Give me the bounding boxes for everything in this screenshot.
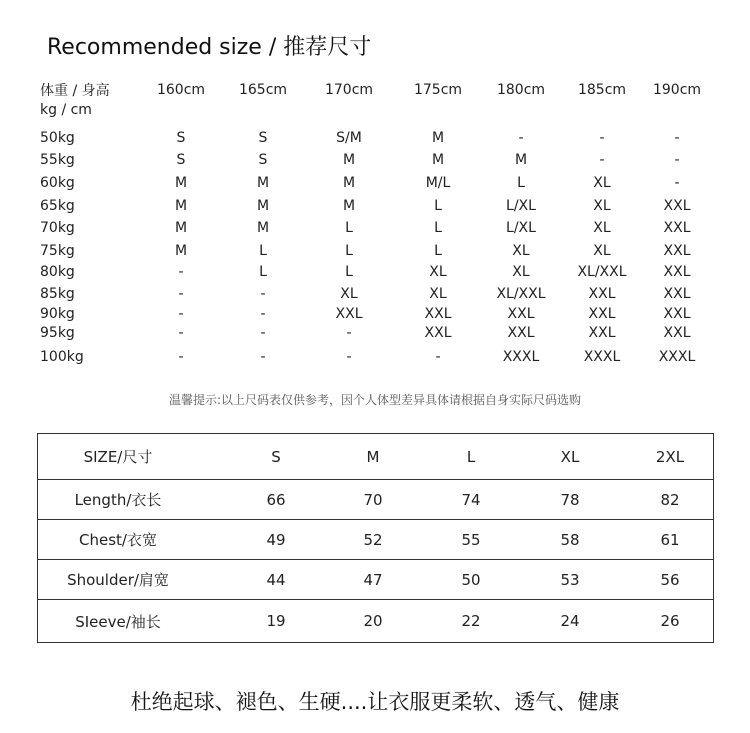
table-header-cell: M — [366, 447, 380, 466]
page-title: Recommended size / 推荐尺寸 — [47, 35, 372, 60]
height-header: 190cm — [652, 82, 702, 98]
size-cell: S — [258, 152, 268, 168]
size-cell: XXL — [663, 264, 691, 280]
measurement-label: Length/衣长 — [74, 491, 162, 509]
measurement-table — [37, 433, 714, 643]
size-cell: XXL — [588, 286, 616, 302]
size-cell: XXL — [507, 306, 535, 322]
size-cell: XXL — [507, 325, 535, 341]
size-cell: M — [174, 175, 188, 191]
size-cell: L — [517, 175, 525, 191]
measurement-label: Chest/衣宽 — [79, 531, 157, 549]
size-cell: M — [342, 198, 356, 214]
table-header-cell: L — [466, 447, 476, 466]
size-cell: XXL — [663, 220, 691, 236]
size-cell: XXXL — [583, 349, 621, 365]
height-header: 175cm — [413, 82, 463, 98]
table-cell: 24 — [560, 612, 580, 630]
weight-label: 75kg — [40, 243, 75, 259]
size-cell: XXL — [335, 306, 363, 322]
weight-label: 50kg — [40, 130, 75, 146]
table-cell: 55 — [461, 530, 481, 549]
height-header: 180cm — [496, 82, 546, 98]
weight-label: 95kg — [40, 325, 75, 341]
size-cell: XXL — [663, 286, 691, 302]
size-cell: L — [434, 198, 442, 214]
size-note: 温馨提示:以上尺码表仅供参考，因个人体型差异具体请根据自身实际尺码选购 — [168, 393, 582, 407]
size-cell: S — [258, 130, 268, 146]
size-cell: XL — [512, 243, 530, 259]
size-cell: L — [434, 243, 442, 259]
size-cell: XL — [340, 286, 358, 302]
size-cell: M — [256, 220, 270, 236]
size-cell: - — [178, 325, 184, 341]
size-cell: XL — [593, 175, 611, 191]
table-header-row — [38, 434, 713, 480]
size-cell: M — [256, 198, 270, 214]
size-cell: S — [176, 152, 186, 168]
size-cell: - — [260, 349, 266, 365]
size-cell: XL — [429, 264, 447, 280]
footer-slogan: 杜绝起球、褪色、生硬....让衣服更柔软、透气、健康 — [130, 690, 620, 714]
table-cell: 50 — [461, 570, 481, 589]
size-cell: XXL — [588, 306, 616, 322]
table-cell: 53 — [560, 570, 580, 589]
size-cell: XL — [512, 264, 530, 280]
table-cell: 49 — [266, 530, 286, 549]
size-cell: - — [260, 286, 266, 302]
table-cell: 58 — [560, 530, 580, 549]
size-cell: - — [178, 286, 184, 302]
weight-label: 90kg — [40, 306, 75, 322]
size-cell: S — [176, 130, 186, 146]
size-cell: - — [435, 349, 441, 365]
size-cell: XL — [593, 198, 611, 214]
size-cell: - — [674, 175, 680, 191]
size-cell: XXL — [663, 243, 691, 259]
corner-label — [40, 82, 110, 120]
size-cell: XXL — [663, 325, 691, 341]
size-cell: XXL — [424, 325, 452, 341]
weight-label: 65kg — [40, 198, 75, 214]
table-cell: 22 — [461, 612, 481, 630]
measurement-label: Shoulder/肩宽 — [67, 571, 169, 589]
size-cell: L — [345, 220, 353, 236]
table-cell: 44 — [266, 570, 286, 589]
size-cell: L/XL — [506, 220, 536, 236]
height-header: 170cm — [324, 82, 374, 98]
table-cell: 82 — [660, 490, 680, 509]
table-header-cell: 2XL — [655, 447, 685, 466]
table-cell: 56 — [660, 570, 680, 589]
weight-label: 100kg — [40, 349, 84, 365]
size-cell: XL — [593, 243, 611, 259]
size-cell: M — [342, 175, 356, 191]
weight-label: 80kg — [40, 264, 75, 280]
size-cell: - — [178, 306, 184, 322]
table-row — [38, 560, 713, 600]
size-cell: - — [599, 130, 605, 146]
table-row — [38, 600, 713, 642]
corner-label-weight-height: 体重 / 身高 — [40, 83, 110, 99]
size-cell: XL — [429, 286, 447, 302]
height-header: 185cm — [577, 82, 627, 98]
table-cell: 78 — [560, 490, 580, 509]
table-cell: 74 — [461, 490, 481, 509]
table-cell: 20 — [363, 612, 383, 630]
size-cell: M — [174, 220, 188, 236]
size-cell: - — [674, 152, 680, 168]
size-cell: M — [431, 152, 445, 168]
size-cell: - — [178, 264, 184, 280]
table-cell: 47 — [363, 570, 383, 589]
weight-label: 85kg — [40, 286, 75, 302]
size-cell: M — [256, 175, 270, 191]
size-cell: L — [259, 243, 267, 259]
size-cell: S/M — [336, 130, 362, 146]
size-cell: L — [434, 220, 442, 236]
size-cell: XXL — [663, 198, 691, 214]
weight-label: 60kg — [40, 175, 75, 191]
weight-label: 70kg — [40, 220, 75, 236]
size-cell: XXXL — [502, 349, 540, 365]
table-row — [38, 520, 713, 560]
corner-label-units: kg / cm — [40, 102, 92, 118]
size-cell: XL — [593, 220, 611, 236]
table-cell: 61 — [660, 530, 680, 549]
size-cell: - — [599, 152, 605, 168]
table-cell: 66 — [266, 490, 286, 509]
table-row — [38, 480, 713, 520]
size-cell: - — [178, 349, 184, 365]
size-cell: - — [346, 349, 352, 365]
weight-label: 55kg — [40, 152, 75, 168]
size-cell: - — [674, 130, 680, 146]
table-header-cell: S — [271, 447, 281, 466]
size-cell: M — [431, 130, 445, 146]
table-header-cell: XL — [560, 447, 580, 466]
size-cell: XL/XXL — [496, 286, 546, 302]
size-cell: L — [345, 243, 353, 259]
size-cell: XXL — [663, 306, 691, 322]
size-cell: - — [260, 306, 266, 322]
size-cell: XXL — [424, 306, 452, 322]
size-cell: M — [174, 198, 188, 214]
size-cell: M — [514, 152, 528, 168]
size-cell: XXXL — [658, 349, 696, 365]
size-cell: M — [174, 243, 188, 259]
size-cell: XXL — [588, 325, 616, 341]
size-cell: - — [346, 325, 352, 341]
size-cell: - — [260, 325, 266, 341]
height-header: 160cm — [156, 82, 206, 98]
size-cell: M/L — [425, 175, 451, 191]
measurement-label: SIeeve/袖长 — [75, 612, 161, 631]
table-cell: 26 — [660, 612, 680, 630]
table-cell: 52 — [363, 530, 383, 549]
table-cell: 19 — [266, 612, 286, 630]
table-cell: 70 — [363, 490, 383, 509]
size-cell: L — [345, 264, 353, 280]
height-header: 165cm — [238, 82, 288, 98]
size-cell: XL/XXL — [577, 264, 627, 280]
size-cell: - — [518, 130, 524, 146]
size-cell: M — [342, 152, 356, 168]
size-cell: L/XL — [506, 198, 536, 214]
size-cell: L — [259, 264, 267, 280]
table-header-cell: SIZE/尺寸 — [83, 448, 153, 466]
